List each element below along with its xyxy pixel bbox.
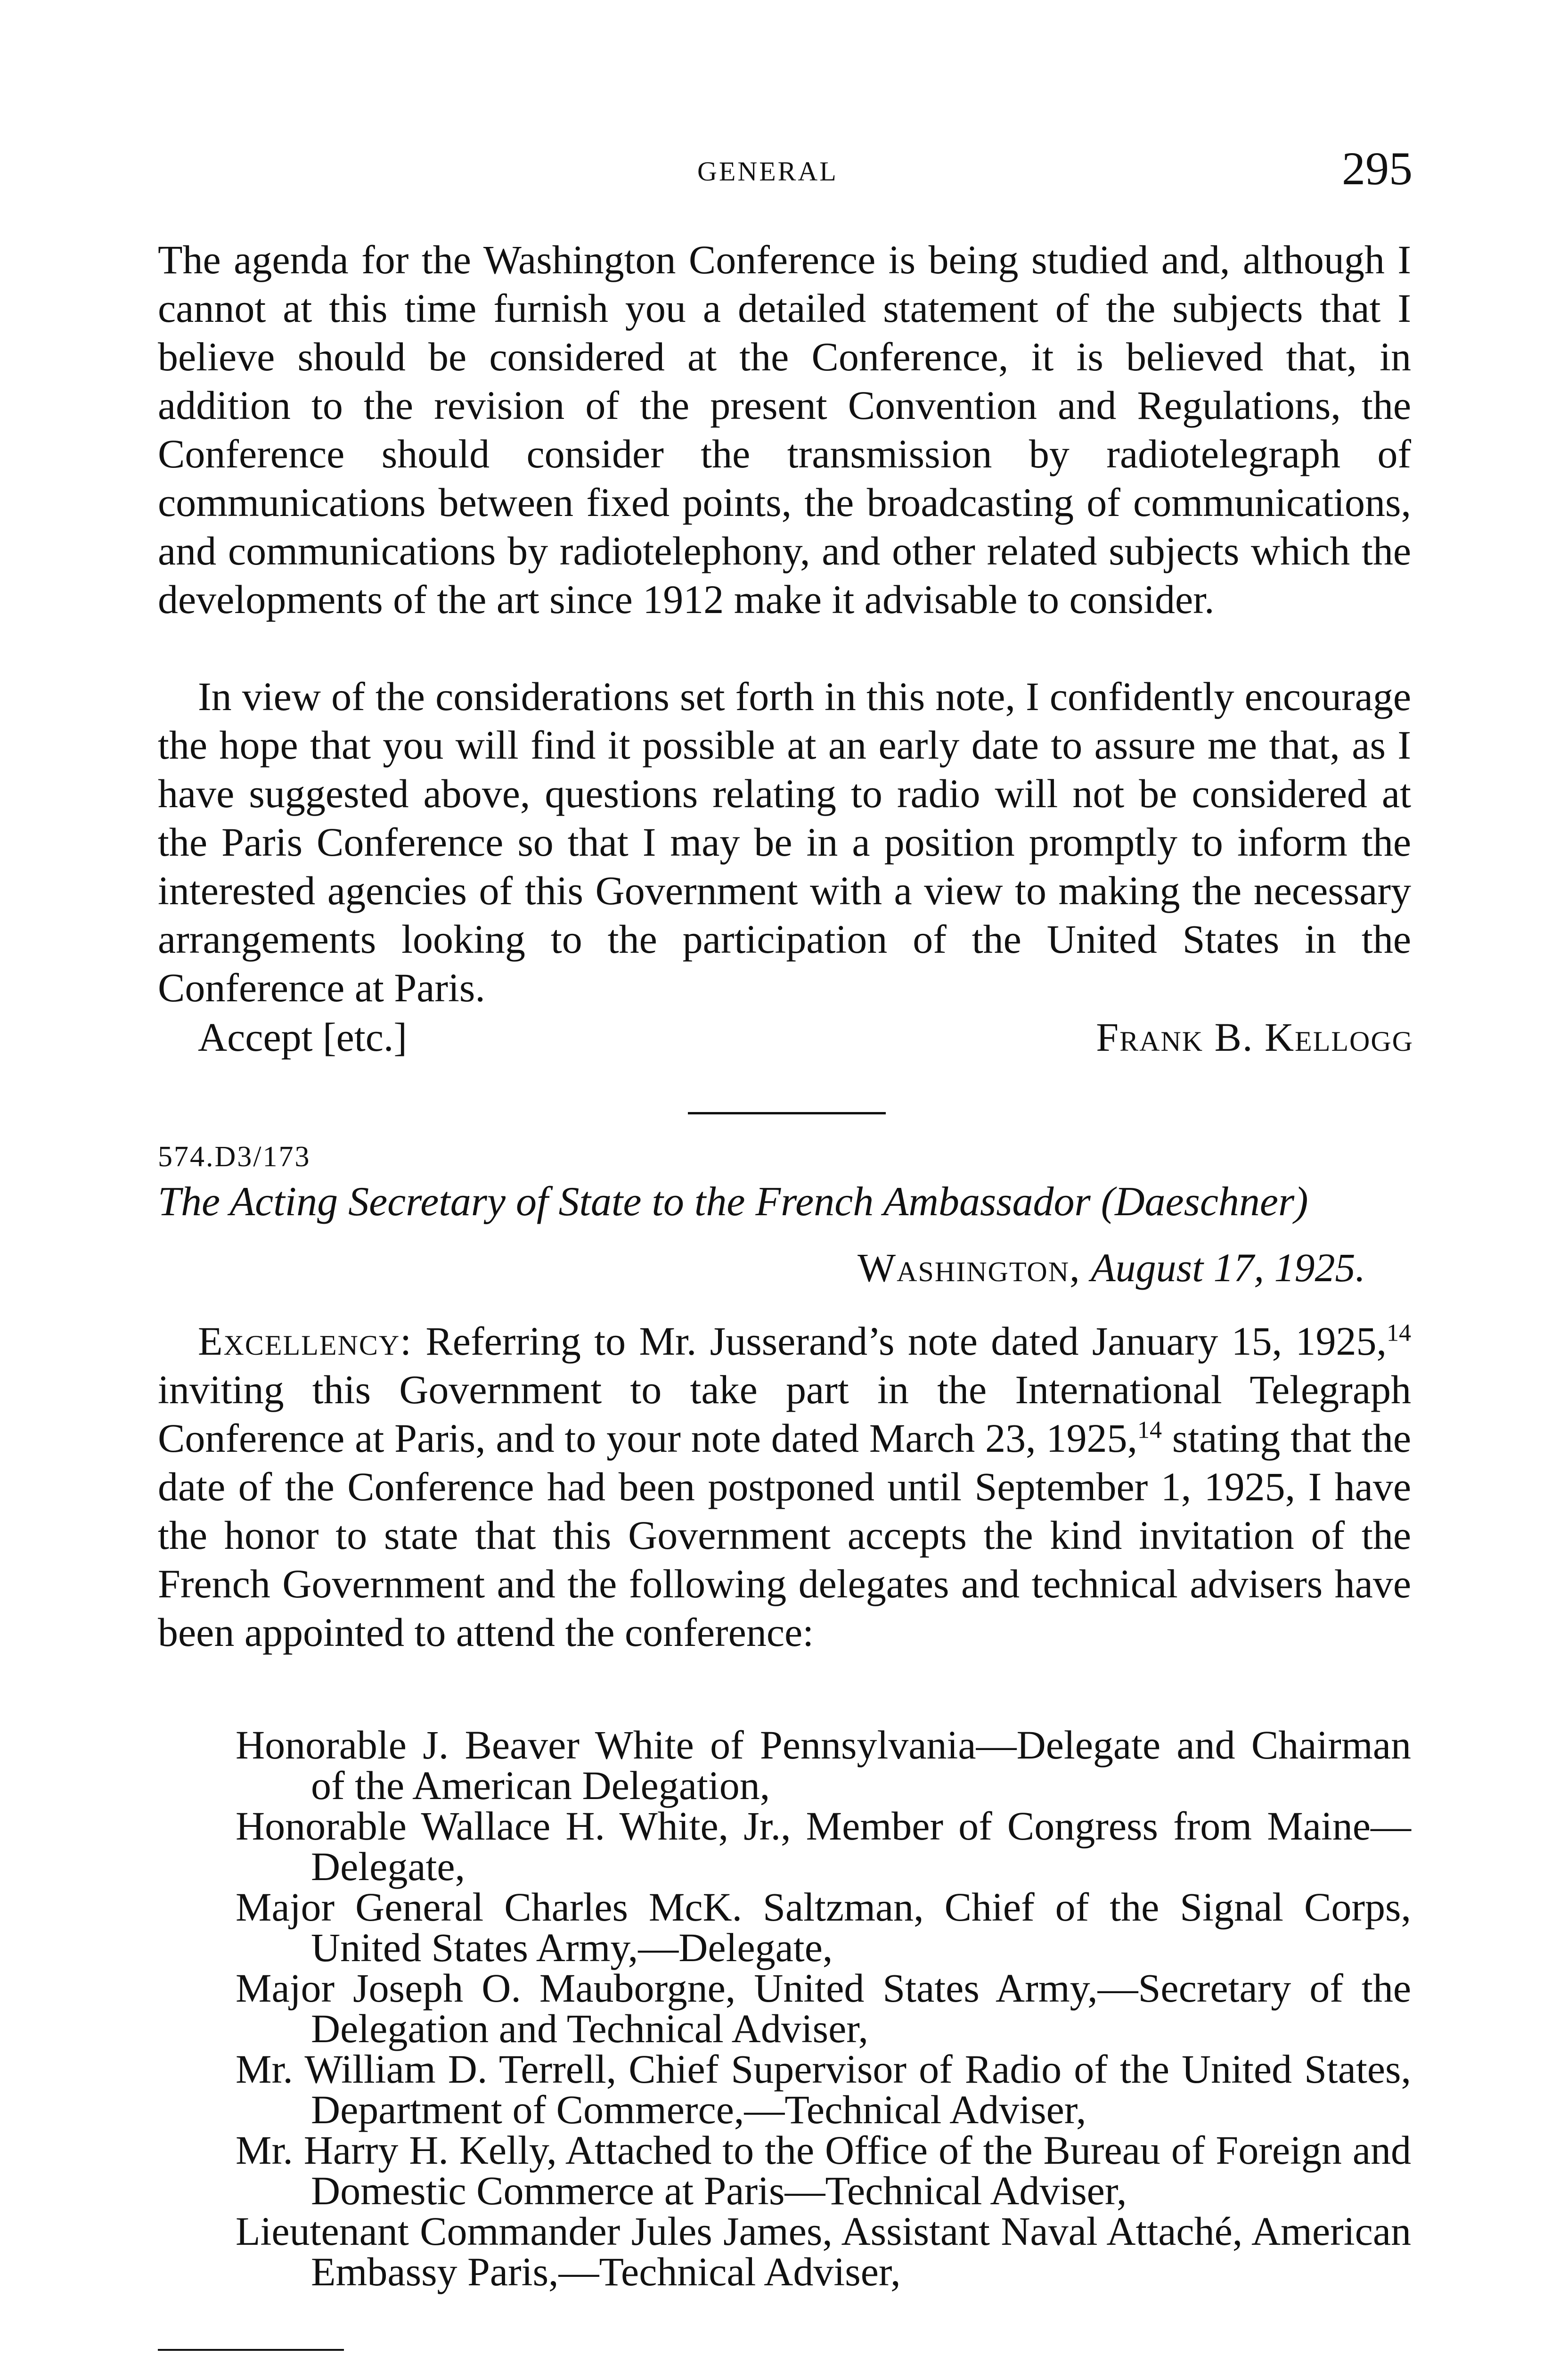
letter-closing bbox=[198, 1013, 1413, 1062]
signature-kellogg: Frank B. Kellogg bbox=[1096, 1014, 1413, 1060]
paragraph-agenda: The agenda for the Washington Conference is being studied and, although I cannot at this time furnish you a detailed statement of the subjects that I believe should be considered at the Conference, it is believed that, in addition to the revision of the present Convention and Regulations, the Conference should consider the transmission by radiotelegraph of communications between fixed points, the broadcasting of communications, and communications by radiotelephony, and other related subjects which the developments of the art since 1912 make it advisable to consider. bbox=[158, 237, 1411, 622]
list-item: Mr. Harry H. Kelly, Attached to the Office of the Bureau of Foreign and Domestic Commerce at Paris—Technical Adviser, bbox=[236, 2127, 1411, 2213]
running-head: GENERAL bbox=[697, 156, 838, 187]
paragraph-considerations: In view of the considerations set forth in this note, I confidently encourage the hope that you will find it possible at an early date to assure me that, as I have suggested above, questions relating to radio will not be considered at the Paris Conference so that I may be in a position promptly to inform the interested agencies of this Government with a view to making the necessary arrangements looking to the participation of the United States in the Conference at Paris. bbox=[158, 674, 1411, 1010]
acceptance-text-3: stating that the date of the Conference had been postponed until September 1, 1925, I have the honor to state that this Government accepts the kind invitation of the French Government and the following delegates and technical advisers have been appointed to attend the conference: bbox=[158, 1415, 1411, 1655]
dateline-place: Washington, bbox=[858, 1245, 1081, 1290]
salutation: Excellency: bbox=[198, 1318, 413, 1364]
list-item: Major Joseph O. Mauborgne, United States Army,—Secretary of the Delegation and Technical Adviser, bbox=[236, 1965, 1411, 2051]
appointee-list bbox=[236, 1722, 1411, 2294]
closing-phrase: Accept [etc.] bbox=[198, 1014, 408, 1060]
acceptance-text-2: inviting this Government to take part in the International Telegraph Conference at Paris, and to your note dated March 23, 1925, bbox=[158, 1367, 1411, 1461]
footnote-ref: 14 bbox=[1137, 1416, 1162, 1444]
acceptance-text-1: Referring to Mr. Jusserand’s note dated January 15, 1925, bbox=[412, 1318, 1387, 1364]
list-item: Honorable J. Beaver White of Pennsylvania—Delegate and Chairman of the American Delegation, bbox=[236, 1722, 1411, 1808]
paragraph-acceptance bbox=[158, 1317, 1411, 1657]
dateline-date: August 17, 1925. bbox=[1091, 1245, 1365, 1290]
file-number: 574.D3/173 bbox=[158, 1141, 311, 1173]
list-item: Honorable Wallace H. White, Jr., Member of Congress from Maine—Delegate, bbox=[236, 1803, 1411, 1889]
footnote-divider bbox=[158, 2349, 344, 2351]
list-item: Major General Charles McK. Saltzman, Chief of the Signal Corps, United States Army,—Delegate, bbox=[236, 1884, 1411, 1970]
footnote-ref: 14 bbox=[1387, 1319, 1411, 1347]
page-number: 295 bbox=[1342, 142, 1413, 195]
document-heading: The Acting Secretary of State to the French Ambassador (Daeschner) bbox=[158, 1179, 1308, 1225]
section-divider bbox=[688, 1112, 886, 1114]
dateline bbox=[858, 1244, 1365, 1291]
list-item: Lieutenant Commander Jules James, Assistant Naval Attaché, American Embassy Paris,—Technical Adviser, bbox=[236, 2209, 1411, 2294]
list-item: Mr. William D. Terrell, Chief Supervisor of Radio of the United States, Department of Commerce,—Technical Adviser, bbox=[236, 2046, 1411, 2132]
